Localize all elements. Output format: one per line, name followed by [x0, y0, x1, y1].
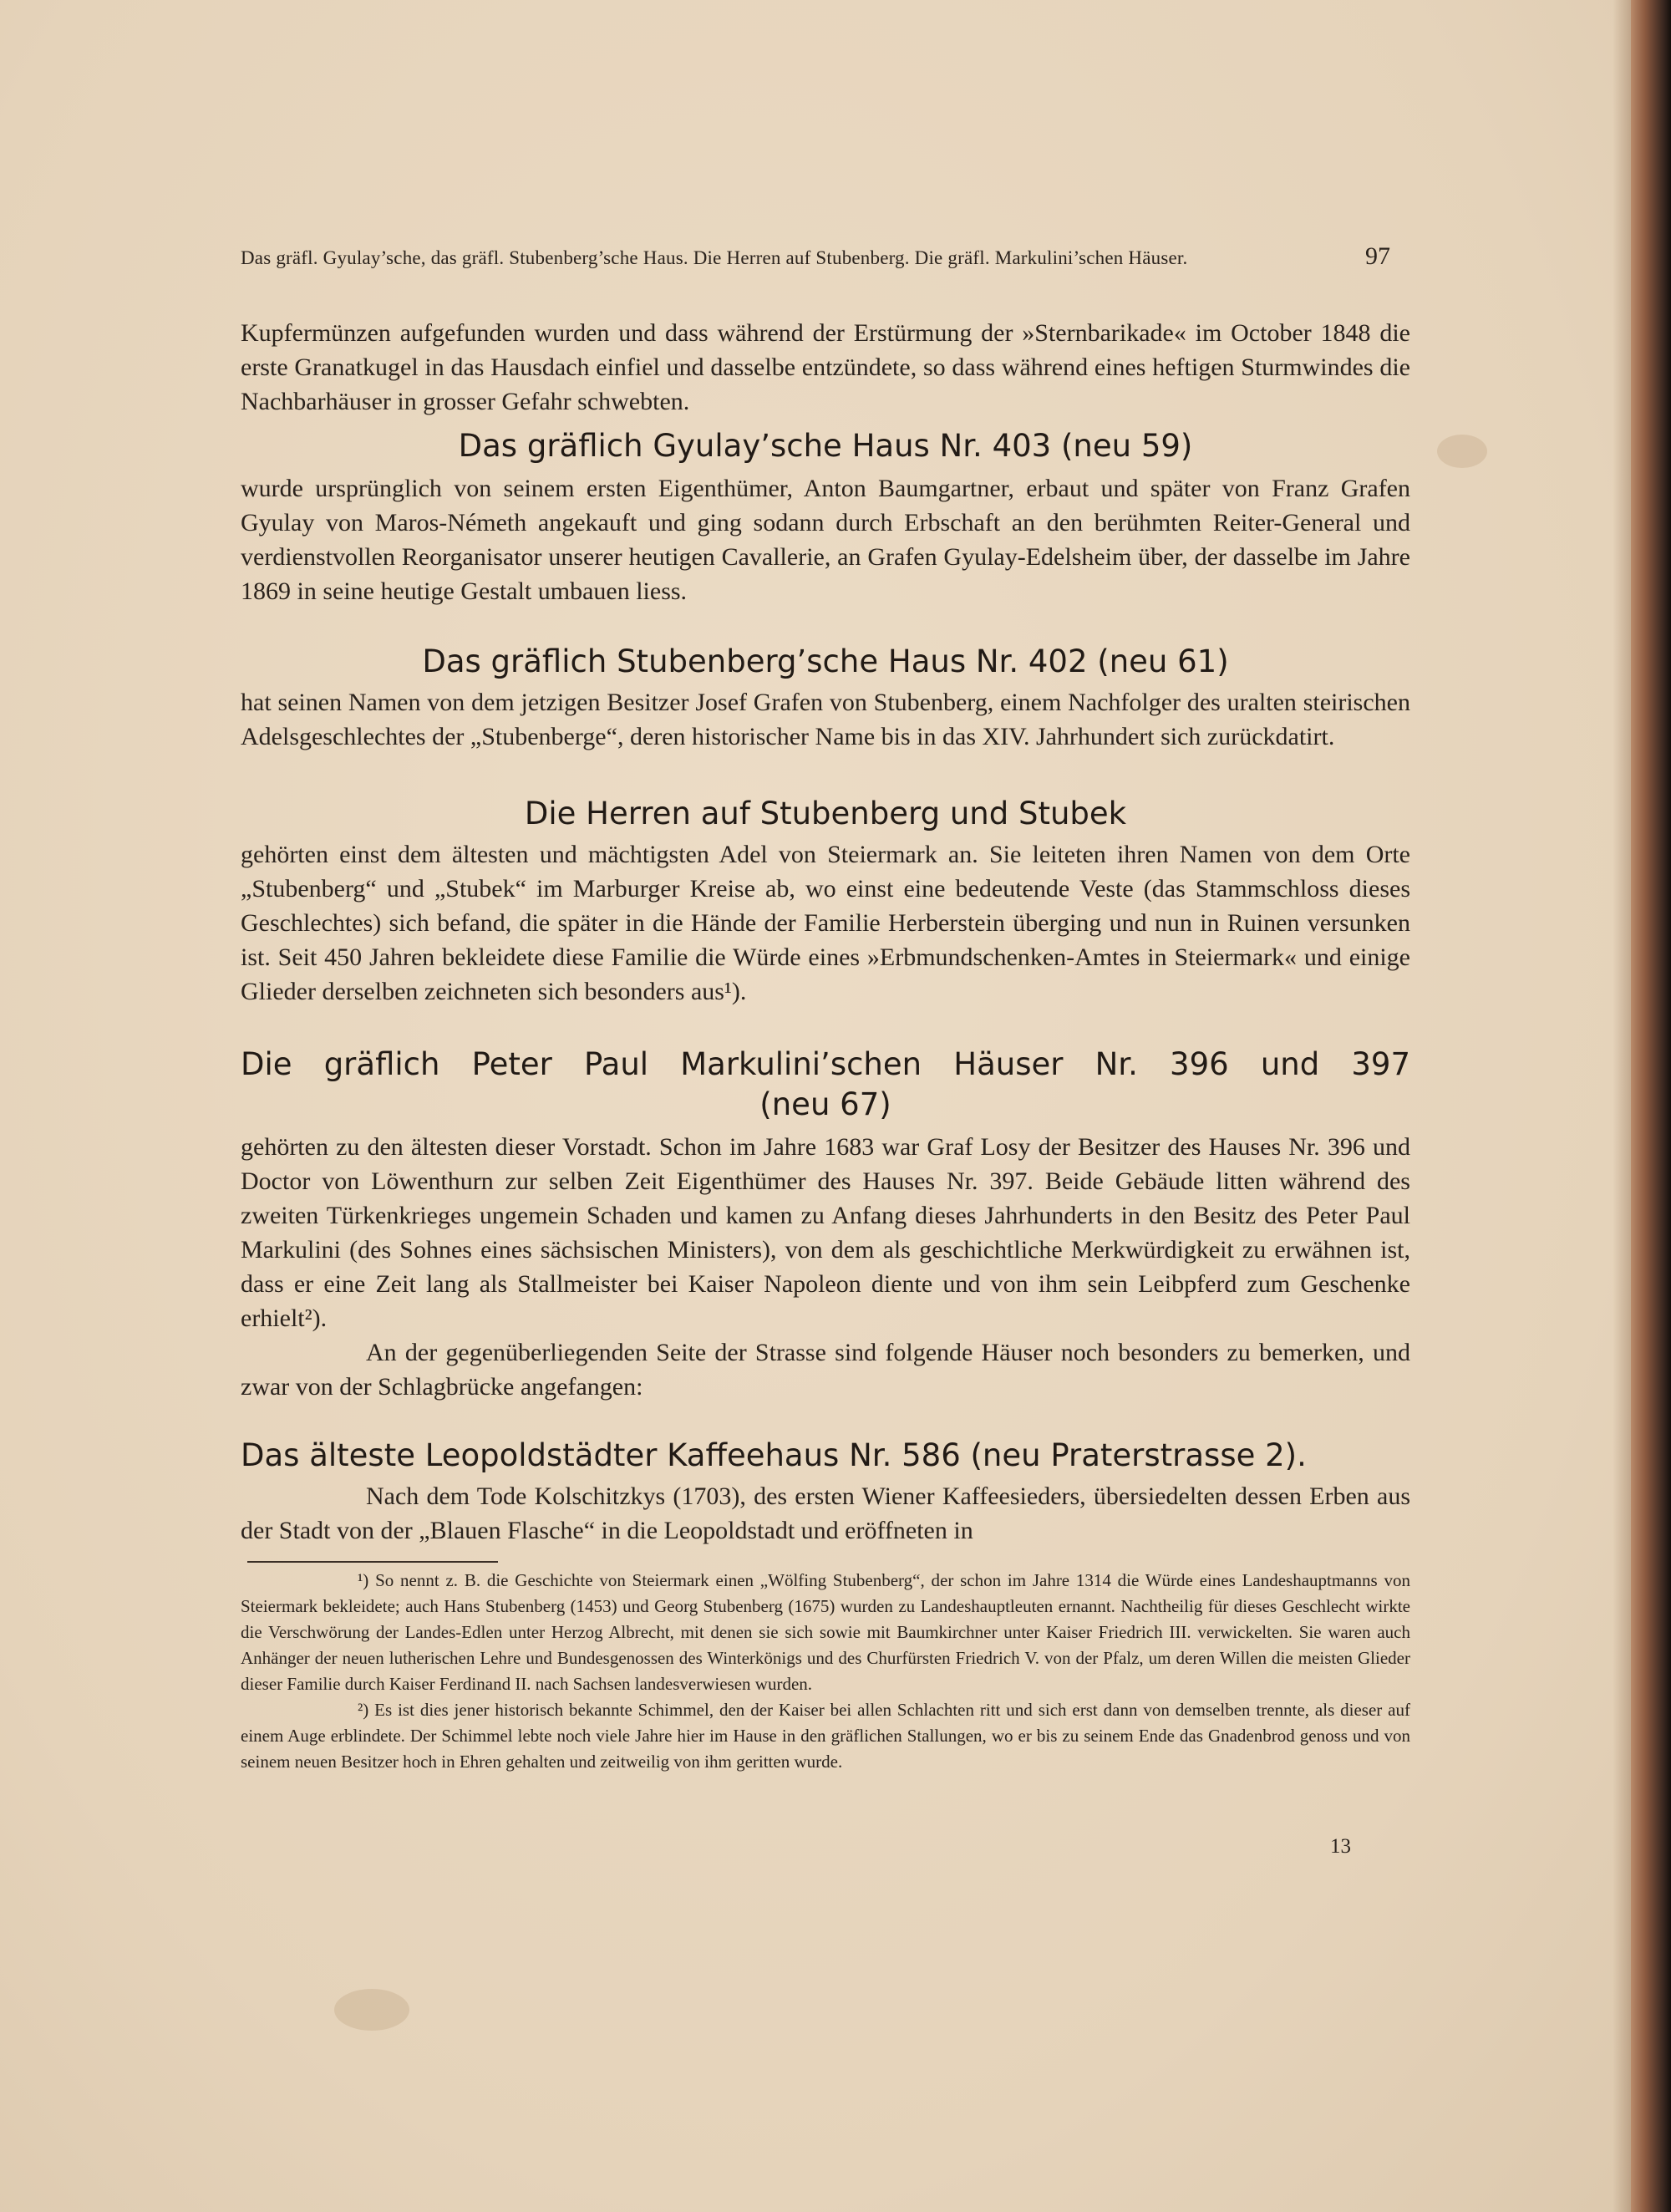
section-gyulay — [241, 426, 1410, 608]
page-number: 97 — [1365, 242, 1390, 270]
running-header: Das gräfl. Gyulay’sche, das gräfl. Stubenberg’sche Haus. Die Herren auf Stubenberg. Die gräfl. Markulini’schen Häuser. — [241, 247, 1188, 268]
section-kaffeehaus — [241, 1436, 1410, 1548]
paragraph-gegenueber: An der gegenüberliegenden Seite der Strasse sind folgende Häuser noch besonders zu bemerken, und zwar von der Schlagbrücke angefangen: — [241, 1339, 1410, 1401]
section-herren — [241, 794, 1410, 1009]
page-edge-shadow — [1613, 0, 1633, 2212]
paragraph-stubenberg: hat seinen Namen von dem jetzigen Besitzer Josef Grafen von Stubenberg, einem Nachfolger des uralten steirischen Adelsgeschlechtes der „Stubenberge“, deren historischer Name bis in das XIV. Jahrhundert sich zurückdatirt. — [241, 689, 1410, 750]
paragraph-intro: Kupfermünzen aufgefunden wurden und dass während der Erstürmung der »Sternbarikade« im October 1848 die erste Granatkugel in das Hausdach einfiel und dasselbe entzündete, so dass während eines heftigen Sturmwindes die Nachbarhäuser in grosser Gefahr schwebten. — [241, 319, 1410, 415]
paragraph-herren: gehörten einst dem ältesten und mächtigsten Adel von Steiermark an. Sie leiteten ihren Namen von dem Orte „Stubenberg“ und „Stubek“ im Marburger Kreise ab, wo einst eine bedeutende Veste (das Stammschloss dieses Geschlechtes) sich befand, die später in die Hände der Familie Herberstein überging und nun in Ruinen versunken ist. Seit 450 Jahren bekleidete diese Familie die Würde eines »Erbmundschenken-Amtes in Steiermark« und einige Glieder derselben zeichneten sich besonders aus¹). — [241, 841, 1410, 1005]
heading-markulini-cont: (neu 67) — [759, 1086, 891, 1122]
heading-gyulay: Das gräflich Gyulay’sche Haus Nr. 403 (neu 59) — [458, 428, 1193, 464]
signature-mark: 13 — [1330, 1835, 1351, 1858]
paragraph-markulini: gehörten zu den ältesten dieser Vorstadt. Schon im Jahre 1683 war Graf Losy der Besitzer des Hauses Nr. 396 und Doctor von Löwenthurn zur selben Zeit Eigenthümer des Hauses Nr. 397. Beide Gebäude litten während des zweiten Türkenkrieges ungemein Schaden und kamen zu Anfang dieses Jahrhunderts in den Besitz des Peter Paul Markulini (des Sohnes eines sächsischen Ministers), von dem als geschichtliche Merkwürdigkeit zu erwähnen ist, dass er eine Zeit lang als Stallmeister bei Kaiser Napoleon diente und von ihm sein Leibpferd zum Geschenke erhielt²). — [241, 1133, 1410, 1332]
main-text — [241, 316, 1410, 419]
section-stubenberg — [241, 642, 1410, 754]
section-markulini — [241, 1045, 1410, 1404]
footnote-1: ¹) So nennt z. B. die Geschichte von Steiermark einen „Wölfing Stubenberg“, der schon im Jahre 1314 die Würde eines Landeshauptmanns von Steiermark bekleidete; auch Hans Stubenberg (1453) und Georg Stubenberg (1675) wurden zu Landeshauptleuten ernannt. Nachtheilig für dieses Geschlecht wirkte die Verschwörung der Landes-Edlen unter Herzog Albrecht, mit denen sie sich sowie mit Baumkirchner unter Kaiser Friedrich III. verwickelten. Sie waren auch Anhänger der neuen lutherischen Lehre und Bundesgenossen des Winterkönigs und des Churfürsten Friedrich V. von der Pfalz, um deren Willen die meisten Glieder dieser Familie durch Kaiser Ferdinand II. nach Sachsen landesverwiesen wurden. — [241, 1570, 1410, 1694]
heading-markulini: Die gräflich Peter Paul Markulini’schen Häuser Nr. 396 und 397 — [241, 1046, 1410, 1082]
paragraph-kaffeehaus: Nach dem Tode Kolschitzkys (1703), des ersten Wiener Kaffeesieders, übersiedelten dessen Erben aus der Stadt von der „Blauen Flasche“ in die Leopoldstadt und eröffneten in — [241, 1482, 1410, 1544]
paragraph-gyulay: wurde ursprünglich von seinem ersten Eigenthümer, Anton Baumgartner, erbaut und später von Franz Grafen Gyulay von Maros-Németh angekauft und ging sodann durch Erbschaft an den berühmten Reiter-General und verdienstvollen Reorganisator unserer heutigen Cavallerie, an Grafen Gyulay-Edelsheim über, der dasselbe im Jahre 1869 in seine heutige Gestalt umbauen liess. — [241, 475, 1410, 605]
heading-herren: Die Herren auf Stubenberg und Stubek — [524, 796, 1127, 831]
heading-kaffeehaus: Das älteste Leopoldstädter Kaffeehaus Nr. 586 (neu Praterstrasse 2). — [241, 1437, 1307, 1473]
book-binding-edge — [1631, 0, 1671, 2212]
paper-stain — [1437, 435, 1487, 468]
footnotes — [241, 1568, 1410, 1775]
paper-stain — [334, 1989, 409, 2031]
heading-stubenberg: Das gräflich Stubenberg’sche Haus Nr. 402 (neu 61) — [422, 643, 1229, 679]
footnote-2: ²) Es ist dies jener historisch bekannte Schimmel, den der Kaiser bei allen Schlachten ritt und sich erst dann von demselben trennte, als dieser auf einem Auge erblindete. Der Schimmel lebte noch viele Jahre hier im Hause in den gräflichen Stallungen, wo er bis zu seinem Ende das Gnadenbrod genoss und von seinem neuen Besitzer hoch in Ehren gehalten und zeitweilig von ihm geritten wurde. — [241, 1700, 1410, 1772]
footnote-rule — [247, 1561, 498, 1563]
